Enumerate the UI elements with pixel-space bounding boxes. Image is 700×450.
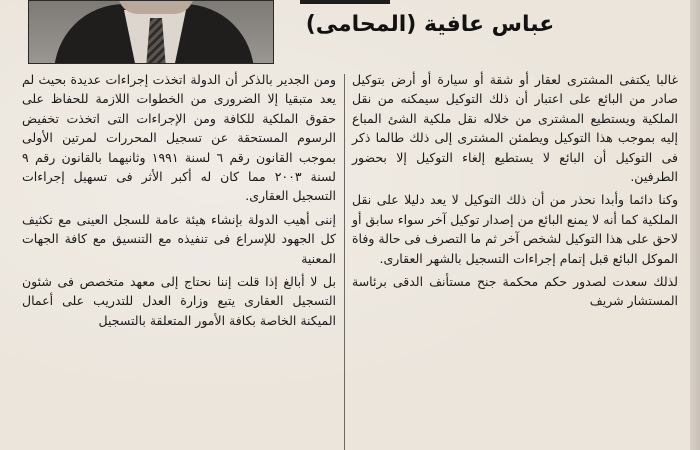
column-divider (344, 74, 345, 450)
paragraph: بل لا أبالغ إذا قلت إننا نحتاج إلى معهد متخصص فى شئون التسجيل العقارى يتبع وزارة العدل للتدريب على أعمال الميكنة الخاصة بكافة الأمور المتعلقة بالتسجيل (22, 274, 336, 328)
paragraph: لذلك سعدت لصدور حكم محكمة جنح مستأنف الدقى برئاسة المستشار شريف (352, 274, 678, 309)
article-column-left (22, 70, 336, 334)
author-photo (28, 0, 274, 64)
paragraph: إننى أهيب الدولة بإنشاء هيئة عامة للسجل العينى مع تكثيف كل الجهود للإسراع فى تنفيذه مع التنسيق مع كافة الجهات المعنية (22, 211, 336, 266)
page-edge (690, 0, 700, 450)
paragraph: وكنا دائما وأبدا نحذر من أن ذلك التوكيل لا يعد دليلا على نقل الملكية كما أنه لا يمنع البائع من إصدار توكيل آخر سواء سابق أو لاحق على هذا التوكيل لشخص آخر ثم ما التصرف فى حالة وفاة الموكل البائع قبل إتمام إجراءات التسجيل بالشهر العقارى. (352, 192, 678, 266)
article-column-right (352, 70, 678, 315)
author-byline: عباس عافية (المحامى) (305, 12, 555, 37)
header-rule (300, 0, 390, 4)
paragraph: ومن الجدير بالذكر أن الدولة اتخذت إجراءات عديدة بحيث لم يعد متبقيا إلا الضرورى من الخطوات اللازمة للحفاظ على حقوق الملكية للكافة ومن الإجراءات التى اتخذت تخفيض الرسوم المستحقة عن تسجيل المحررات لمرتين الأولى بموجب القانون رقم ٦ لسنة ١٩٩١ وثانيهما بالقانون رقم ٩ لسنة ٢٠٠٣ مما كان له أكبر الأثر فى تسهيل إجراءات التسجيل العقارى. (22, 72, 336, 204)
paragraph: غالبا يكتفى المشترى لعقار أو شقة أو سيارة أو أرض بتوكيل صادر من البائع على اعتبار أن ذلك التوكيل سيمكنه من نقل الملكية ويستطيع المشترى من خلاله نقل ملكية الشئ المباع إليه بموجب هذا التوكيل ويطمئن المشترى إلى ذلك طالما ذكر فى التوكيل أن البائع لا يستطيع إلغاء التوكيل إلا بحضور الطرفين. (352, 72, 678, 185)
